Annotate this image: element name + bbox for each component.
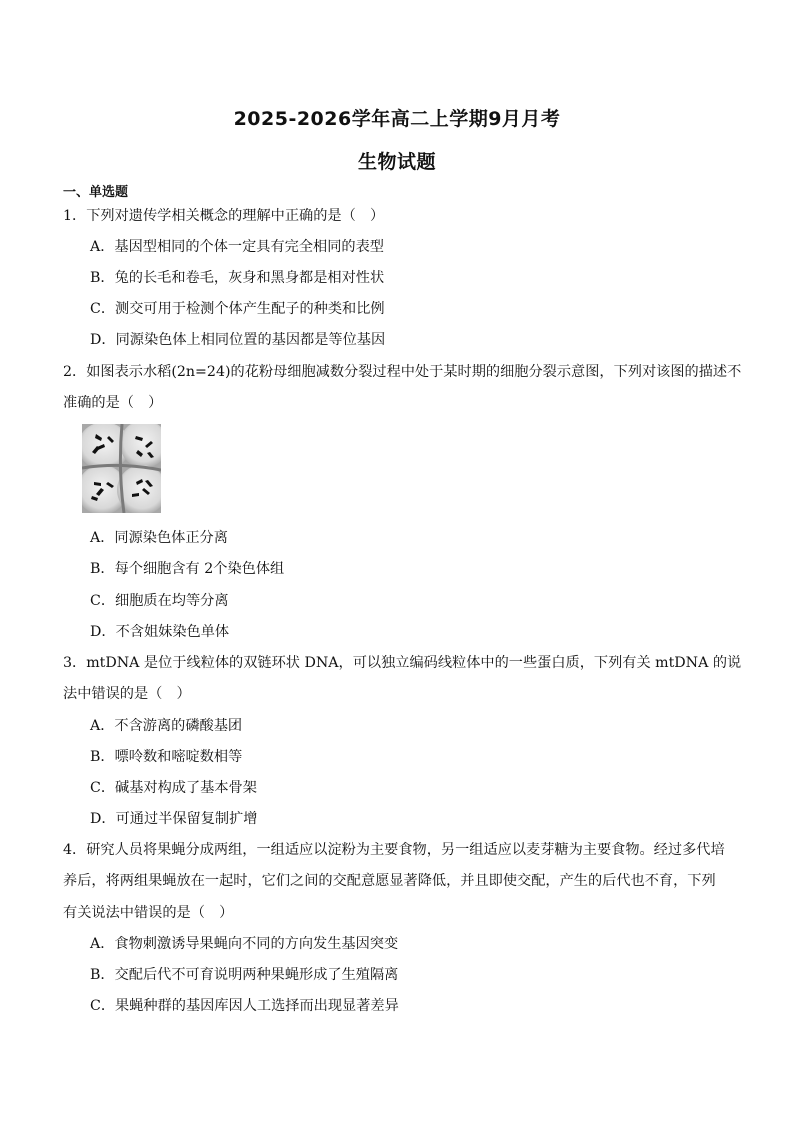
option-a: A．基因型相同的个体一定具有完全相同的表型 xyxy=(90,239,384,255)
option-c: C．果蝇种群的基因库因人工选择而出现显著差异 xyxy=(90,998,399,1014)
page-subtitle: 生物试题 xyxy=(357,151,436,173)
question-stem: 3．mtDNA 是位于线粒体的双链环状 DNA，可以独立编码线粒体中的一些蛋白质，下列有关 mtDNA 的说 xyxy=(63,655,742,671)
page-title: 2025-2026学年高二上学期9月月考 xyxy=(233,108,561,130)
option-c: C．细胞质在均等分离 xyxy=(90,593,229,609)
question-stem-continued: 法中错误的是（ ） xyxy=(63,686,191,702)
option-b: B．嘌呤数和嘧啶数相等 xyxy=(90,749,243,765)
question-stem: 2．如图表示水稻(2n=24)的花粉母细胞减数分裂过程中处于某时期的细胞分裂示意图，下列对该图的描述不 xyxy=(63,364,742,380)
option-b: B．交配后代不可育说明两种果蝇形成了生殖隔离 xyxy=(90,967,399,983)
option-a: A．同源染色体正分离 xyxy=(90,530,228,546)
option-b: B．兔的长毛和卷毛，灰身和黑身都是相对性状 xyxy=(90,270,385,286)
question-stem-continued: 有关说法中错误的是（ ） xyxy=(63,905,234,921)
question-stem-continued: 养后，将两组果蝇放在一起时，它们之间的交配意愿显著降低，并且即使交配，产生的后代也不育，下列 xyxy=(63,873,716,889)
option-c: C．测交可用于检测个体产生配子的种类和比例 xyxy=(90,301,385,317)
cell-division-micrograph xyxy=(82,424,161,513)
micrograph-image xyxy=(82,424,161,513)
section-heading: 一、单选题 xyxy=(63,185,129,200)
question-stem-continued: 准确的是（ ） xyxy=(63,395,163,411)
question-stem: 4．研究人员将果蝇分成两组，一组适应以淀粉为主要食物，另一组适应以麦芽糖为主要食物。经过多代培 xyxy=(63,842,725,858)
option-d: D．同源染色体上相同位置的基因都是等位基因 xyxy=(90,332,386,348)
option-b: B．每个细胞含有 2个染色体组 xyxy=(90,561,285,577)
option-d: D．不含姐妹染色单体 xyxy=(90,624,230,640)
option-d: D．可通过半保留复制扩增 xyxy=(90,811,258,827)
option-a: A．不含游离的磷酸基团 xyxy=(90,718,243,734)
option-c: C．碱基对构成了基本骨架 xyxy=(90,780,257,796)
question-stem: 1．下列对遗传学相关概念的理解中正确的是（ ） xyxy=(63,208,385,224)
option-a: A．食物刺激诱导果蝇向不同的方向发生基因突变 xyxy=(90,936,399,952)
